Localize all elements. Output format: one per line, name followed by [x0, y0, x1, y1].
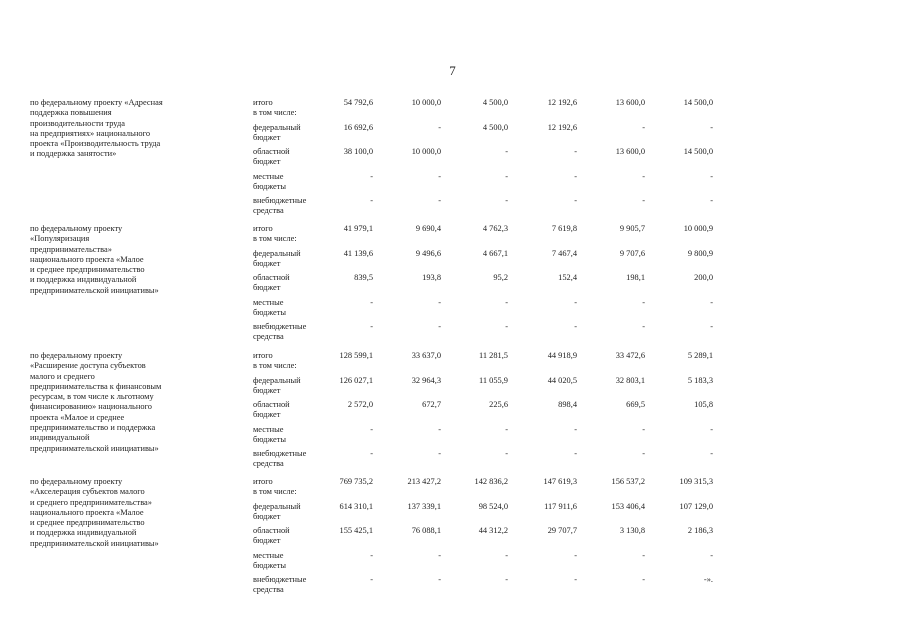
value-cell: 4 500,0: [482, 98, 508, 107]
value-cell: 128 599,1: [339, 351, 373, 360]
value-cell: 4 762,3: [482, 224, 508, 233]
value-cell: 9 690,4: [415, 224, 441, 233]
row-label: федеральный бюджет: [253, 375, 301, 395]
value-cell: 107 129,0: [679, 501, 713, 511]
value-cell: -: [505, 575, 508, 584]
value-cell: 13 600,0: [615, 98, 645, 107]
value-cell: 4 667,1: [482, 248, 508, 258]
project-title: по федеральному проекту «Популяризация предпринимательства» национального проекта «Малое и среднее предпринимательство и поддержка индивидуальной предпринимательской инициативы»: [30, 224, 159, 295]
value-cell: -: [574, 297, 577, 307]
value-cell: 11 055,9: [478, 375, 508, 385]
value-cell: 614 310,1: [339, 501, 373, 511]
value-cell: 10 000,9: [683, 224, 713, 233]
value-cell: 2 572,0: [347, 400, 373, 409]
table-row-federal: [0, 502, 905, 526]
value-cell: -: [438, 297, 441, 307]
value-cell: -: [370, 171, 373, 181]
value-cell: 198,1: [626, 273, 645, 282]
row-label: итого в том числе:: [253, 351, 297, 371]
value-cell: -: [574, 196, 577, 205]
value-cell: 152,4: [558, 273, 577, 282]
table-row-extrabudgetary: [0, 322, 905, 346]
value-cell: 669,5: [626, 400, 645, 409]
value-cell: 41 979,1: [343, 224, 373, 233]
value-cell: 5 183,3: [687, 375, 713, 385]
value-cell: 29 707,7: [547, 526, 577, 535]
row-label: местные бюджеты: [253, 297, 287, 317]
value-cell: -: [505, 147, 508, 156]
table-row-regional: [0, 400, 905, 424]
value-cell: 54 792,6: [343, 98, 373, 107]
value-cell: 142 836,2: [474, 477, 508, 486]
table-row-extrabudgetary: [0, 449, 905, 473]
value-cell: -: [574, 322, 577, 331]
value-cell: -: [642, 122, 645, 132]
value-cell: 95,2: [493, 273, 508, 282]
value-cell: -: [438, 122, 441, 132]
value-cell: 155 425,1: [339, 526, 373, 535]
value-cell: 126 027,1: [339, 375, 373, 385]
table-row-total: [0, 224, 905, 248]
value-cell: -: [370, 449, 373, 458]
value-cell: -: [370, 424, 373, 434]
table-row-total: [0, 98, 905, 122]
value-cell: 156 537,2: [611, 477, 645, 486]
value-cell: -: [710, 196, 713, 205]
page-number: 7: [449, 63, 456, 78]
value-cell: 44 312,2: [478, 526, 508, 535]
value-cell: -: [438, 575, 441, 584]
value-cell: 14 500,0: [683, 147, 713, 156]
value-cell: 14 500,0: [683, 98, 713, 107]
value-cell: -: [505, 171, 508, 181]
value-cell: -: [370, 550, 373, 560]
table-row-regional: [0, 273, 905, 297]
table-row-federal: [0, 249, 905, 273]
value-cell: 839,5: [354, 273, 373, 282]
value-cell: 117 911,6: [544, 501, 577, 511]
row-label: итого в том числе:: [253, 98, 297, 118]
value-cell: -: [642, 424, 645, 434]
value-cell: -».: [703, 575, 713, 584]
value-cell: -: [574, 147, 577, 156]
row-label: итого в том числе:: [253, 224, 297, 244]
value-cell: 2 186,3: [687, 526, 713, 535]
value-cell: 44 918,9: [547, 351, 577, 360]
value-cell: -: [710, 122, 713, 132]
value-cell: 98 524,0: [478, 501, 508, 511]
value-cell: 12 192,6: [547, 98, 577, 107]
value-cell: 9 496,6: [415, 248, 441, 258]
value-cell: 33 637,0: [411, 351, 441, 360]
table-row-regional: [0, 147, 905, 171]
value-cell: 44 020,5: [547, 375, 577, 385]
row-label: областной бюджет: [253, 400, 290, 420]
table-row-local: [0, 298, 905, 322]
value-cell: 137 339,1: [407, 501, 441, 511]
table-row-local: [0, 425, 905, 449]
row-label: итого в том числе:: [253, 477, 297, 497]
table-row-total: [0, 477, 905, 501]
value-cell: 41 139,6: [343, 248, 373, 258]
value-cell: -: [710, 449, 713, 458]
row-label: областной бюджет: [253, 526, 290, 546]
value-cell: -: [505, 297, 508, 307]
value-cell: 10 000,0: [411, 98, 441, 107]
value-cell: -: [574, 171, 577, 181]
value-cell: 10 000,0: [411, 147, 441, 156]
value-cell: -: [642, 196, 645, 205]
value-cell: 153 406,4: [611, 501, 645, 511]
value-cell: 16 692,6: [343, 122, 373, 132]
value-cell: 200,0: [694, 273, 713, 282]
value-cell: -: [438, 550, 441, 560]
value-cell: 5 289,1: [687, 351, 713, 360]
row-label: местные бюджеты: [253, 171, 287, 191]
value-cell: -: [710, 550, 713, 560]
value-cell: -: [370, 297, 373, 307]
table-row-extrabudgetary: [0, 196, 905, 220]
value-cell: -: [642, 449, 645, 458]
value-cell: -: [642, 322, 645, 331]
value-cell: 32 803,1: [615, 375, 645, 385]
value-cell: -: [370, 322, 373, 331]
value-cell: -: [438, 171, 441, 181]
table-row-federal: [0, 376, 905, 400]
value-cell: -: [642, 297, 645, 307]
row-label: федеральный бюджет: [253, 122, 301, 142]
row-label: областной бюджет: [253, 147, 290, 167]
value-cell: 76 088,1: [411, 526, 441, 535]
value-cell: 7 619,8: [551, 224, 577, 233]
value-cell: -: [505, 550, 508, 560]
value-cell: -: [438, 196, 441, 205]
value-cell: -: [505, 322, 508, 331]
value-cell: 898,4: [558, 400, 577, 409]
value-cell: 9 707,6: [619, 248, 645, 258]
value-cell: -: [710, 322, 713, 331]
value-cell: 7 467,4: [551, 248, 577, 258]
value-cell: -: [438, 322, 441, 331]
row-label: внебюджетные средства: [253, 575, 307, 595]
value-cell: 12 192,6: [547, 122, 577, 132]
value-cell: 33 472,6: [615, 351, 645, 360]
project-title: по федеральному проекту «Акселерация субъектов малого и среднего предпринимательства» национального проекта «Малое и среднее предпринимательство и поддержка индивидуальной предпринимательской инициативы»: [30, 477, 159, 548]
value-cell: 213 427,2: [407, 477, 441, 486]
table-row-extrabudgetary: [0, 575, 905, 599]
value-cell: -: [710, 424, 713, 434]
value-cell: 225,6: [489, 400, 508, 409]
value-cell: -: [574, 575, 577, 584]
value-cell: -: [505, 196, 508, 205]
value-cell: -: [370, 575, 373, 584]
table-row-federal: [0, 123, 905, 147]
value-cell: 32 964,3: [411, 375, 441, 385]
value-cell: -: [438, 449, 441, 458]
table-row-regional: [0, 526, 905, 550]
value-cell: 9 905,7: [619, 224, 645, 233]
row-label: федеральный бюджет: [253, 248, 301, 268]
row-label: местные бюджеты: [253, 550, 287, 570]
value-cell: 147 619,3: [543, 477, 577, 486]
table-row-local: [0, 172, 905, 196]
value-cell: -: [642, 171, 645, 181]
value-cell: 38 100,0: [343, 147, 373, 156]
value-cell: 105,8: [694, 400, 713, 409]
table-row-local: [0, 551, 905, 575]
value-cell: -: [642, 550, 645, 560]
value-cell: 109 315,3: [679, 477, 713, 486]
project-title: по федеральному проекту «Расширение доступа субъектов малого и среднего предпринимательства к финансовым ресурсам, в том числе к льготному финансированию» национального проекта «Малое и среднее предпринимательство и поддержка индивидуальной предпринимательской инициативы»: [30, 351, 162, 453]
value-cell: -: [642, 575, 645, 584]
value-cell: 9 800,9: [687, 248, 713, 258]
row-label: внебюджетные средства: [253, 322, 307, 342]
value-cell: 4 500,0: [482, 122, 508, 132]
value-cell: -: [710, 297, 713, 307]
row-label: местные бюджеты: [253, 424, 287, 444]
row-label: внебюджетные средства: [253, 449, 307, 469]
value-cell: -: [710, 171, 713, 181]
value-cell: -: [574, 424, 577, 434]
value-cell: -: [438, 424, 441, 434]
value-cell: -: [505, 424, 508, 434]
value-cell: 769 735,2: [339, 477, 373, 486]
value-cell: 672,7: [422, 400, 441, 409]
value-cell: -: [574, 449, 577, 458]
table-row-total: [0, 351, 905, 375]
row-label: областной бюджет: [253, 273, 290, 293]
project-title: по федеральному проекту «Адресная поддержка повышения производительности труда на предприятиях» национального проекта «Производительность труда и поддержка занятости»: [30, 98, 163, 159]
row-label: внебюджетные средства: [253, 196, 307, 216]
value-cell: -: [574, 550, 577, 560]
value-cell: 193,8: [422, 273, 441, 282]
value-cell: -: [370, 196, 373, 205]
value-cell: 3 130,8: [619, 526, 645, 535]
value-cell: -: [505, 449, 508, 458]
value-cell: 11 281,5: [478, 351, 508, 360]
value-cell: 13 600,0: [615, 147, 645, 156]
row-label: федеральный бюджет: [253, 501, 301, 521]
